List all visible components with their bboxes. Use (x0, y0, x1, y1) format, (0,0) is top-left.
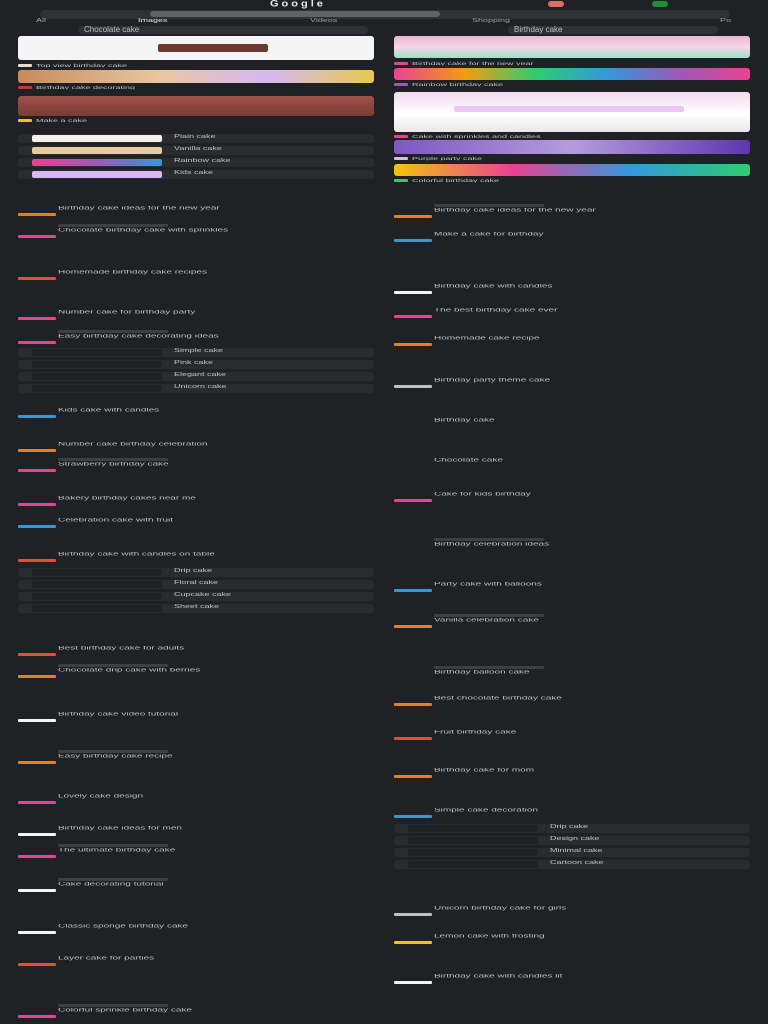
chip-chocolate-cake[interactable]: Chocolate cake (78, 26, 368, 34)
result-link[interactable]: Cake decorating tutorial (18, 882, 374, 894)
result-link[interactable]: Celebration cake with fruit (18, 518, 374, 530)
result-link[interactable]: Layer cake for parties (18, 956, 374, 968)
result-caption: Birthday cake decorating (36, 85, 136, 90)
result-link[interactable]: Homemade cake recipe (394, 336, 750, 348)
result-link[interactable]: Birthday cake for mom (394, 768, 750, 780)
result-link[interactable]: Birthday cake with candles lit (394, 974, 750, 986)
result-link[interactable]: Birthday cake ideas for the new year (18, 206, 374, 218)
related-search-item[interactable]: Simple cake (18, 348, 374, 357)
result-link[interactable]: Colorful sprinkle birthday cake (18, 1008, 374, 1020)
result-link[interactable]: Chocolate cake (394, 458, 750, 470)
result-thumbnail[interactable] (394, 36, 750, 58)
related-search-item[interactable]: Elegant cake (18, 372, 374, 381)
result-caption: Cake with sprinkles and candles (412, 134, 541, 139)
result-link[interactable]: The best birthday cake ever (394, 308, 750, 320)
tab-images[interactable]: Images (138, 17, 168, 24)
result-link[interactable]: Simple cake decoration (394, 808, 750, 820)
result-link[interactable]: Cake for kids birthday (394, 492, 750, 504)
result-link[interactable]: Classic sponge birthday cake (18, 924, 374, 936)
result-thumbnail[interactable] (394, 164, 750, 176)
result-link[interactable]: Birthday cake with candles on table (18, 552, 374, 564)
result-thumbnail[interactable] (394, 68, 750, 80)
result-link[interactable]: Make a cake for birthday (394, 232, 750, 244)
related-search-item[interactable]: Unicorn cake (18, 384, 374, 393)
related-search-item[interactable]: Pink cake (18, 360, 374, 369)
result-thumbnail[interactable] (394, 92, 750, 132)
result-thumbnail[interactable] (18, 70, 374, 83)
search-tabs (0, 18, 768, 26)
related-search-item[interactable]: Plain cake (18, 134, 374, 143)
result-link[interactable]: Party cake with balloons (394, 582, 750, 594)
result-link[interactable]: Lemon cake with frosting (394, 934, 750, 946)
result-link[interactable]: Number cake for birthday party (18, 310, 374, 322)
result-link[interactable]: Vanilla celebration cake (394, 618, 750, 630)
result-link[interactable]: Birthday celebration ideas (394, 542, 750, 554)
result-thumbnail[interactable] (18, 96, 374, 116)
result-thumbnail[interactable] (18, 36, 374, 60)
result-link[interactable]: Birthday cake ideas for the new year (394, 208, 750, 220)
result-link[interactable]: Homemade birthday cake recipes (18, 270, 374, 282)
related-search-item[interactable]: Drip cake (18, 568, 374, 577)
search-query[interactable] (150, 11, 440, 17)
result-link[interactable]: Birthday cake ideas for men (18, 826, 374, 838)
chip-birthday-cake[interactable]: Birthday cake (508, 26, 718, 34)
result-caption: Colorful birthday cake (412, 178, 500, 183)
result-link[interactable]: Easy birthday cake decorating ideas (18, 334, 374, 346)
labs-icon[interactable] (548, 1, 564, 7)
result-link[interactable]: Birthday cake with candles (394, 284, 750, 296)
related-search-item[interactable]: Drip cake (394, 824, 750, 833)
result-caption: Rainbow birthday cake (412, 82, 504, 87)
filter-chips (18, 26, 758, 34)
result-link[interactable]: The ultimate birthday cake (18, 848, 374, 860)
related-search-item[interactable]: Minimal cake (394, 848, 750, 857)
result-link[interactable]: Kids cake with candles (18, 408, 374, 420)
result-caption: Make a cake (36, 118, 88, 123)
result-caption: Purple party cake (412, 156, 483, 161)
google-logo[interactable]: Google (270, 0, 326, 9)
related-search-item[interactable]: Cupcake cake (18, 592, 374, 601)
result-link[interactable]: Chocolate birthday cake with sprinkles (18, 228, 374, 240)
related-search-item[interactable]: Cartoon cake (394, 860, 750, 869)
related-search-item[interactable]: Floral cake (18, 580, 374, 589)
result-link[interactable]: Birthday party theme cake (394, 378, 750, 390)
result-link[interactable]: Birthday balloon cake (394, 670, 750, 682)
result-caption: Top view birthday cake (36, 63, 128, 68)
result-link[interactable]: Birthday cake (394, 418, 750, 430)
result-link[interactable]: Fruit birthday cake (394, 730, 750, 742)
tab-shopping[interactable]: Shopping (472, 17, 511, 24)
related-search-item[interactable]: Rainbow cake (18, 158, 374, 167)
result-caption: Birthday cake for the new year (412, 61, 534, 66)
related-search-item[interactable]: Sheet cake (18, 604, 374, 613)
result-link[interactable]: Unicorn birthday cake for girls (394, 906, 750, 918)
result-link[interactable]: Strawberry birthday cake (18, 462, 374, 474)
result-link[interactable]: Number cake birthday celebration (18, 442, 374, 454)
result-thumbnail[interactable] (394, 140, 750, 154)
result-link[interactable]: Easy birthday cake recipe (18, 754, 374, 766)
result-link[interactable]: Chocolate drip cake with berries (18, 668, 374, 680)
related-search-item[interactable]: Vanilla cake (18, 146, 374, 155)
result-link[interactable]: Bakery birthday cakes near me (18, 496, 374, 508)
result-link[interactable]: Best birthday cake for adults (18, 646, 374, 658)
result-link[interactable]: Best chocolate birthday cake (394, 696, 750, 708)
tab-all[interactable]: All (36, 17, 47, 24)
account-avatar[interactable] (652, 1, 668, 7)
related-search-item[interactable]: Design cake (394, 836, 750, 845)
result-link[interactable]: Birthday cake video tutorial (18, 712, 374, 724)
related-search-item[interactable]: Kids cake (18, 170, 374, 179)
tab-videos[interactable]: Videos (310, 17, 338, 24)
result-link[interactable]: Lovely cake design (18, 794, 374, 806)
tab-more[interactable]: Po (720, 17, 732, 24)
